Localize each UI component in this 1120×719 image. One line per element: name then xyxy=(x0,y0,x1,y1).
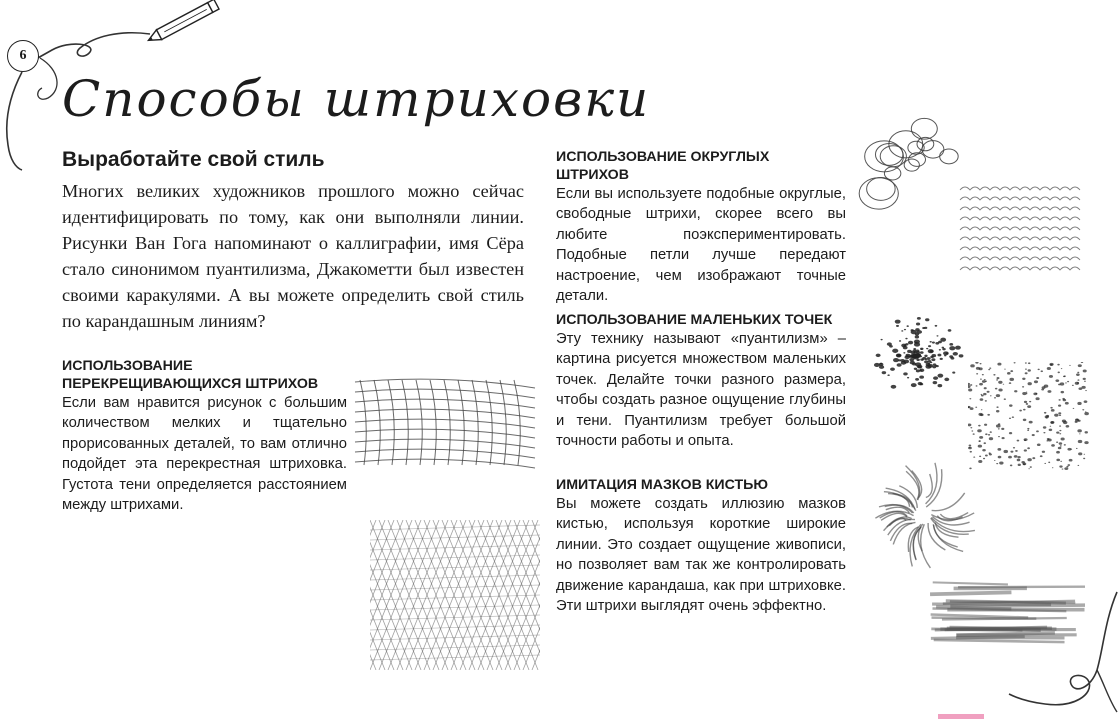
section-heading: ИСПОЛЬЗОВАНИЕ МАЛЕНЬКИХ ТОЧЕК xyxy=(556,312,833,328)
brush-strokes-sketch xyxy=(925,570,1085,650)
accent-bar xyxy=(938,714,984,719)
subheading: Выработайте свой стиль xyxy=(62,148,325,171)
crosshatch-sketch xyxy=(350,370,540,470)
section-body: Если вам нравится рисунок с большим количеством мелких и тщательно прорисованных деталей, то вам отлично подойдет эта перекрестная штриховка. Густота тени определяется расстоянием между штрихами. xyxy=(62,395,347,514)
section-heading: ИСПОЛЬЗОВАНИЕ ОКРУГЛЫХ ШТРИХОВ xyxy=(556,149,770,183)
brush-burst-sketch xyxy=(868,458,978,573)
section-heading: ИСПОЛЬЗОВАНИЕ ПЕРЕКРЕЩИВАЮЩИХСЯ ШТРИХОВ xyxy=(62,358,319,392)
intro-paragraph xyxy=(62,178,524,334)
section-brush-strokes xyxy=(556,476,846,616)
section-heading: ИМИТАЦИЯ МАЗКОВ КИСТЬЮ xyxy=(556,477,769,493)
page-title: Способы штриховки xyxy=(62,70,651,128)
section-body: Эту технику называют «пуантилизм» – картина рисуется множеством маленьких точек. Делайте точки разного размера, чтобы создать разное ощущение глубины и тени. Пуантилизм требует большой точности работы и опыта. xyxy=(556,331,846,450)
section-dots xyxy=(556,311,846,451)
section-body: Если вы используете подобные округлые, свободные штрихи, скорее всего вы любите поэкспериментировать. Подобные петли лучше передают настроение, чем изображают точные детали. xyxy=(556,186,846,305)
section-crosshatch xyxy=(62,357,347,515)
section-round-strokes xyxy=(556,148,846,306)
scribble-sketch xyxy=(855,108,970,213)
intro-text: Многих великих художников прошлого можно сейчас идентифицировать по тому, как они выполняли линии. Рисунки Ван Гога напоминают о каллиграфии, имя Сёра стало синонимом пуантилизма, Джакометти был известен своими каракулями. А вы можете определить свой стиль по карандашным линиям? xyxy=(62,181,524,331)
pencil-icon xyxy=(138,0,230,44)
crosshatch-dense-sketch xyxy=(370,520,540,670)
stipple-sketch xyxy=(868,308,968,403)
section-body: Вы можете создать иллюзию мазков кистью, используя короткие широкие линии. Это создает ощущение живописи, но позволяет вам так же контролировать движение карандаша, как при штриховке. Эти штрихи выглядят очень эффектно. xyxy=(556,496,846,615)
stipple-dense-sketch xyxy=(968,362,1090,472)
page-number: 6 xyxy=(7,40,39,72)
squiggle-sketch xyxy=(955,180,1090,280)
